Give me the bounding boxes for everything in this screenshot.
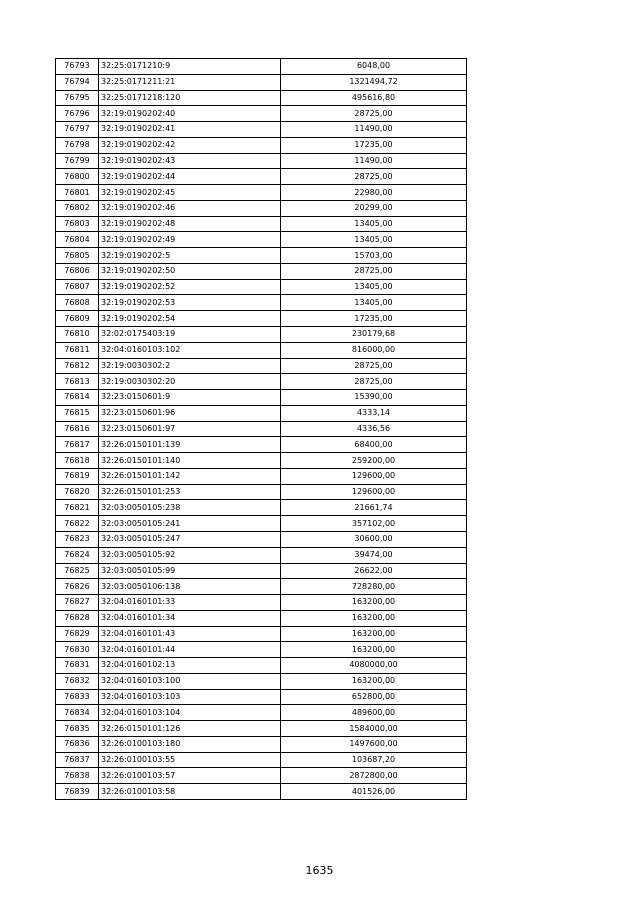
row-id-cell: 76834	[56, 705, 99, 721]
table-row	[56, 484, 467, 500]
value-cell: 230179,68	[281, 327, 467, 343]
data-table	[55, 58, 467, 800]
table-row	[56, 547, 467, 563]
value-cell: 13405,00	[281, 232, 467, 248]
table-row	[56, 232, 467, 248]
table-row	[56, 327, 467, 343]
row-id-cell: 76839	[56, 784, 99, 800]
cadastral-number-cell: 32:19:0190202:52	[99, 279, 281, 295]
row-id-cell: 76824	[56, 547, 99, 563]
cadastral-number-cell: 32:19:0190202:50	[99, 263, 281, 279]
cadastral-number-cell: 32:19:0190202:49	[99, 232, 281, 248]
value-cell: 163200,00	[281, 595, 467, 611]
row-id-cell: 76799	[56, 153, 99, 169]
cadastral-number-cell: 32:02:0175403:19	[99, 327, 281, 343]
table-row	[56, 248, 467, 264]
row-id-cell: 76823	[56, 531, 99, 547]
row-id-cell: 76827	[56, 595, 99, 611]
table-row	[56, 579, 467, 595]
table-row	[56, 279, 467, 295]
cadastral-number-cell: 32:25:0171210:9	[99, 59, 281, 75]
cadastral-number-cell: 32:03:0050105:241	[99, 516, 281, 532]
row-id-cell: 76806	[56, 263, 99, 279]
cadastral-number-cell: 32:23:0150601:9	[99, 390, 281, 406]
table-row	[56, 705, 467, 721]
cadastral-number-cell: 32:26:0100103:180	[99, 736, 281, 752]
table-row	[56, 59, 467, 75]
row-id-cell: 76838	[56, 768, 99, 784]
table-row	[56, 216, 467, 232]
cadastral-number-cell: 32:04:0160101:34	[99, 610, 281, 626]
table-row	[56, 468, 467, 484]
table-row	[56, 295, 467, 311]
row-id-cell: 76822	[56, 516, 99, 532]
table-row	[56, 358, 467, 374]
value-cell: 6048,00	[281, 59, 467, 75]
value-cell: 15703,00	[281, 248, 467, 264]
cadastral-number-cell: 32:04:0160102:13	[99, 658, 281, 674]
table-row	[56, 721, 467, 737]
table-row	[56, 736, 467, 752]
table-row	[56, 405, 467, 421]
value-cell: 13405,00	[281, 279, 467, 295]
value-cell: 357102,00	[281, 516, 467, 532]
cadastral-number-cell: 32:19:0190202:43	[99, 153, 281, 169]
cadastral-number-cell: 32:19:0030302:2	[99, 358, 281, 374]
cadastral-number-cell: 32:19:0190202:48	[99, 216, 281, 232]
value-cell: 1321494,72	[281, 74, 467, 90]
cadastral-number-cell: 32:23:0150601:97	[99, 421, 281, 437]
table-row	[56, 122, 467, 138]
table-row	[56, 752, 467, 768]
cadastral-number-cell: 32:19:0190202:5	[99, 248, 281, 264]
value-cell: 1584000,00	[281, 721, 467, 737]
row-id-cell: 76793	[56, 59, 99, 75]
value-cell: 20299,00	[281, 200, 467, 216]
row-id-cell: 76826	[56, 579, 99, 595]
cadastral-number-cell: 32:26:0100103:55	[99, 752, 281, 768]
value-cell: 17235,00	[281, 137, 467, 153]
table-row	[56, 106, 467, 122]
table-row	[56, 500, 467, 516]
table-row	[56, 374, 467, 390]
value-cell: 30600,00	[281, 531, 467, 547]
value-cell: 13405,00	[281, 216, 467, 232]
cadastral-number-cell: 32:23:0150601:96	[99, 405, 281, 421]
row-id-cell: 76828	[56, 610, 99, 626]
value-cell: 4336,56	[281, 421, 467, 437]
table-row	[56, 390, 467, 406]
row-id-cell: 76810	[56, 327, 99, 343]
cadastral-number-cell: 32:03:0050105:99	[99, 563, 281, 579]
row-id-cell: 76807	[56, 279, 99, 295]
cadastral-number-cell: 32:19:0190202:44	[99, 169, 281, 185]
row-id-cell: 76818	[56, 453, 99, 469]
cadastral-number-cell: 32:26:0150101:253	[99, 484, 281, 500]
row-id-cell: 76814	[56, 390, 99, 406]
table-row	[56, 784, 467, 800]
value-cell: 39474,00	[281, 547, 467, 563]
row-id-cell: 76805	[56, 248, 99, 264]
table-row	[56, 563, 467, 579]
cadastral-number-cell: 32:19:0190202:45	[99, 185, 281, 201]
table-row	[56, 74, 467, 90]
row-id-cell: 76808	[56, 295, 99, 311]
row-id-cell: 76796	[56, 106, 99, 122]
value-cell: 652800,00	[281, 689, 467, 705]
row-id-cell: 76836	[56, 736, 99, 752]
cadastral-number-cell: 32:19:0190202:54	[99, 311, 281, 327]
row-id-cell: 76813	[56, 374, 99, 390]
row-id-cell: 76833	[56, 689, 99, 705]
value-cell: 17235,00	[281, 311, 467, 327]
row-id-cell: 76825	[56, 563, 99, 579]
table-row	[56, 531, 467, 547]
cadastral-number-cell: 32:19:0190202:46	[99, 200, 281, 216]
cadastral-number-cell: 32:26:0150101:126	[99, 721, 281, 737]
table-row	[56, 200, 467, 216]
cadastral-number-cell: 32:04:0160103:104	[99, 705, 281, 721]
table-row	[56, 137, 467, 153]
table-row	[56, 169, 467, 185]
value-cell: 68400,00	[281, 437, 467, 453]
cadastral-number-cell: 32:26:0100103:57	[99, 768, 281, 784]
row-id-cell: 76798	[56, 137, 99, 153]
value-cell: 4080000,00	[281, 658, 467, 674]
row-id-cell: 76835	[56, 721, 99, 737]
cadastral-number-cell: 32:04:0160101:33	[99, 595, 281, 611]
cadastral-number-cell: 32:04:0160101:44	[99, 642, 281, 658]
cadastral-number-cell: 32:03:0050106:138	[99, 579, 281, 595]
value-cell: 4333,14	[281, 405, 467, 421]
value-cell: 11490,00	[281, 153, 467, 169]
value-cell: 163200,00	[281, 673, 467, 689]
table-row	[56, 610, 467, 626]
value-cell: 2872800,00	[281, 768, 467, 784]
row-id-cell: 76797	[56, 122, 99, 138]
value-cell: 163200,00	[281, 610, 467, 626]
row-id-cell: 76816	[56, 421, 99, 437]
table-row	[56, 673, 467, 689]
row-id-cell: 76795	[56, 90, 99, 106]
cadastral-number-cell: 32:03:0050105:247	[99, 531, 281, 547]
value-cell: 728280,00	[281, 579, 467, 595]
table-row	[56, 437, 467, 453]
value-cell: 21661,74	[281, 500, 467, 516]
row-id-cell: 76830	[56, 642, 99, 658]
cadastral-number-cell: 32:04:0160103:103	[99, 689, 281, 705]
table-row	[56, 263, 467, 279]
row-id-cell: 76837	[56, 752, 99, 768]
cadastral-number-cell: 32:19:0030302:20	[99, 374, 281, 390]
table-row	[56, 153, 467, 169]
cadastral-number-cell: 32:25:0171211:21	[99, 74, 281, 90]
value-cell: 26622,00	[281, 563, 467, 579]
table-row	[56, 185, 467, 201]
cadastral-number-cell: 32:04:0160101:43	[99, 626, 281, 642]
row-id-cell: 76832	[56, 673, 99, 689]
row-id-cell: 76803	[56, 216, 99, 232]
row-id-cell: 76811	[56, 342, 99, 358]
table-row	[56, 689, 467, 705]
table-row	[56, 90, 467, 106]
row-id-cell: 76804	[56, 232, 99, 248]
table-row	[56, 342, 467, 358]
value-cell: 401526,00	[281, 784, 467, 800]
row-id-cell: 76794	[56, 74, 99, 90]
table-row	[56, 642, 467, 658]
value-cell: 28725,00	[281, 106, 467, 122]
table-row	[56, 595, 467, 611]
value-cell: 129600,00	[281, 484, 467, 500]
value-cell: 259200,00	[281, 453, 467, 469]
table-row	[56, 311, 467, 327]
table-row	[56, 658, 467, 674]
cadastral-number-cell: 32:04:0160103:100	[99, 673, 281, 689]
value-cell: 489600,00	[281, 705, 467, 721]
row-id-cell: 76820	[56, 484, 99, 500]
cadastral-number-cell: 32:26:0150101:142	[99, 468, 281, 484]
table-row	[56, 421, 467, 437]
cadastral-number-cell: 32:19:0190202:42	[99, 137, 281, 153]
table-row	[56, 516, 467, 532]
row-id-cell: 76801	[56, 185, 99, 201]
value-cell: 163200,00	[281, 642, 467, 658]
cadastral-number-cell: 32:03:0050105:92	[99, 547, 281, 563]
table-row	[56, 626, 467, 642]
value-cell: 129600,00	[281, 468, 467, 484]
value-cell: 28725,00	[281, 358, 467, 374]
value-cell: 15390,00	[281, 390, 467, 406]
cadastral-number-cell: 32:26:0100103:58	[99, 784, 281, 800]
value-cell: 22980,00	[281, 185, 467, 201]
value-cell: 28725,00	[281, 374, 467, 390]
value-cell: 28725,00	[281, 263, 467, 279]
cadastral-number-cell: 32:04:0160103:102	[99, 342, 281, 358]
row-id-cell: 76802	[56, 200, 99, 216]
page-number: 1635	[305, 864, 334, 877]
cadastral-number-cell: 32:19:0190202:41	[99, 122, 281, 138]
table-row	[56, 453, 467, 469]
row-id-cell: 76800	[56, 169, 99, 185]
value-cell: 1497600,00	[281, 736, 467, 752]
table-row	[56, 768, 467, 784]
value-cell: 28725,00	[281, 169, 467, 185]
value-cell: 495616,80	[281, 90, 467, 106]
row-id-cell: 76819	[56, 468, 99, 484]
cadastral-number-cell: 32:25:0171218:120	[99, 90, 281, 106]
row-id-cell: 76821	[56, 500, 99, 516]
row-id-cell: 76809	[56, 311, 99, 327]
table-body	[56, 59, 467, 800]
cadastral-number-cell: 32:19:0190202:53	[99, 295, 281, 311]
row-id-cell: 76815	[56, 405, 99, 421]
cadastral-number-cell: 32:26:0150101:139	[99, 437, 281, 453]
row-id-cell: 76829	[56, 626, 99, 642]
row-id-cell: 76817	[56, 437, 99, 453]
cadastral-number-cell: 32:26:0150101:140	[99, 453, 281, 469]
cadastral-number-cell: 32:03:0050105:238	[99, 500, 281, 516]
value-cell: 11490,00	[281, 122, 467, 138]
cadastral-number-cell: 32:19:0190202:40	[99, 106, 281, 122]
value-cell: 13405,00	[281, 295, 467, 311]
value-cell: 816000,00	[281, 342, 467, 358]
value-cell: 163200,00	[281, 626, 467, 642]
value-cell: 103687,20	[281, 752, 467, 768]
row-id-cell: 76831	[56, 658, 99, 674]
row-id-cell: 76812	[56, 358, 99, 374]
